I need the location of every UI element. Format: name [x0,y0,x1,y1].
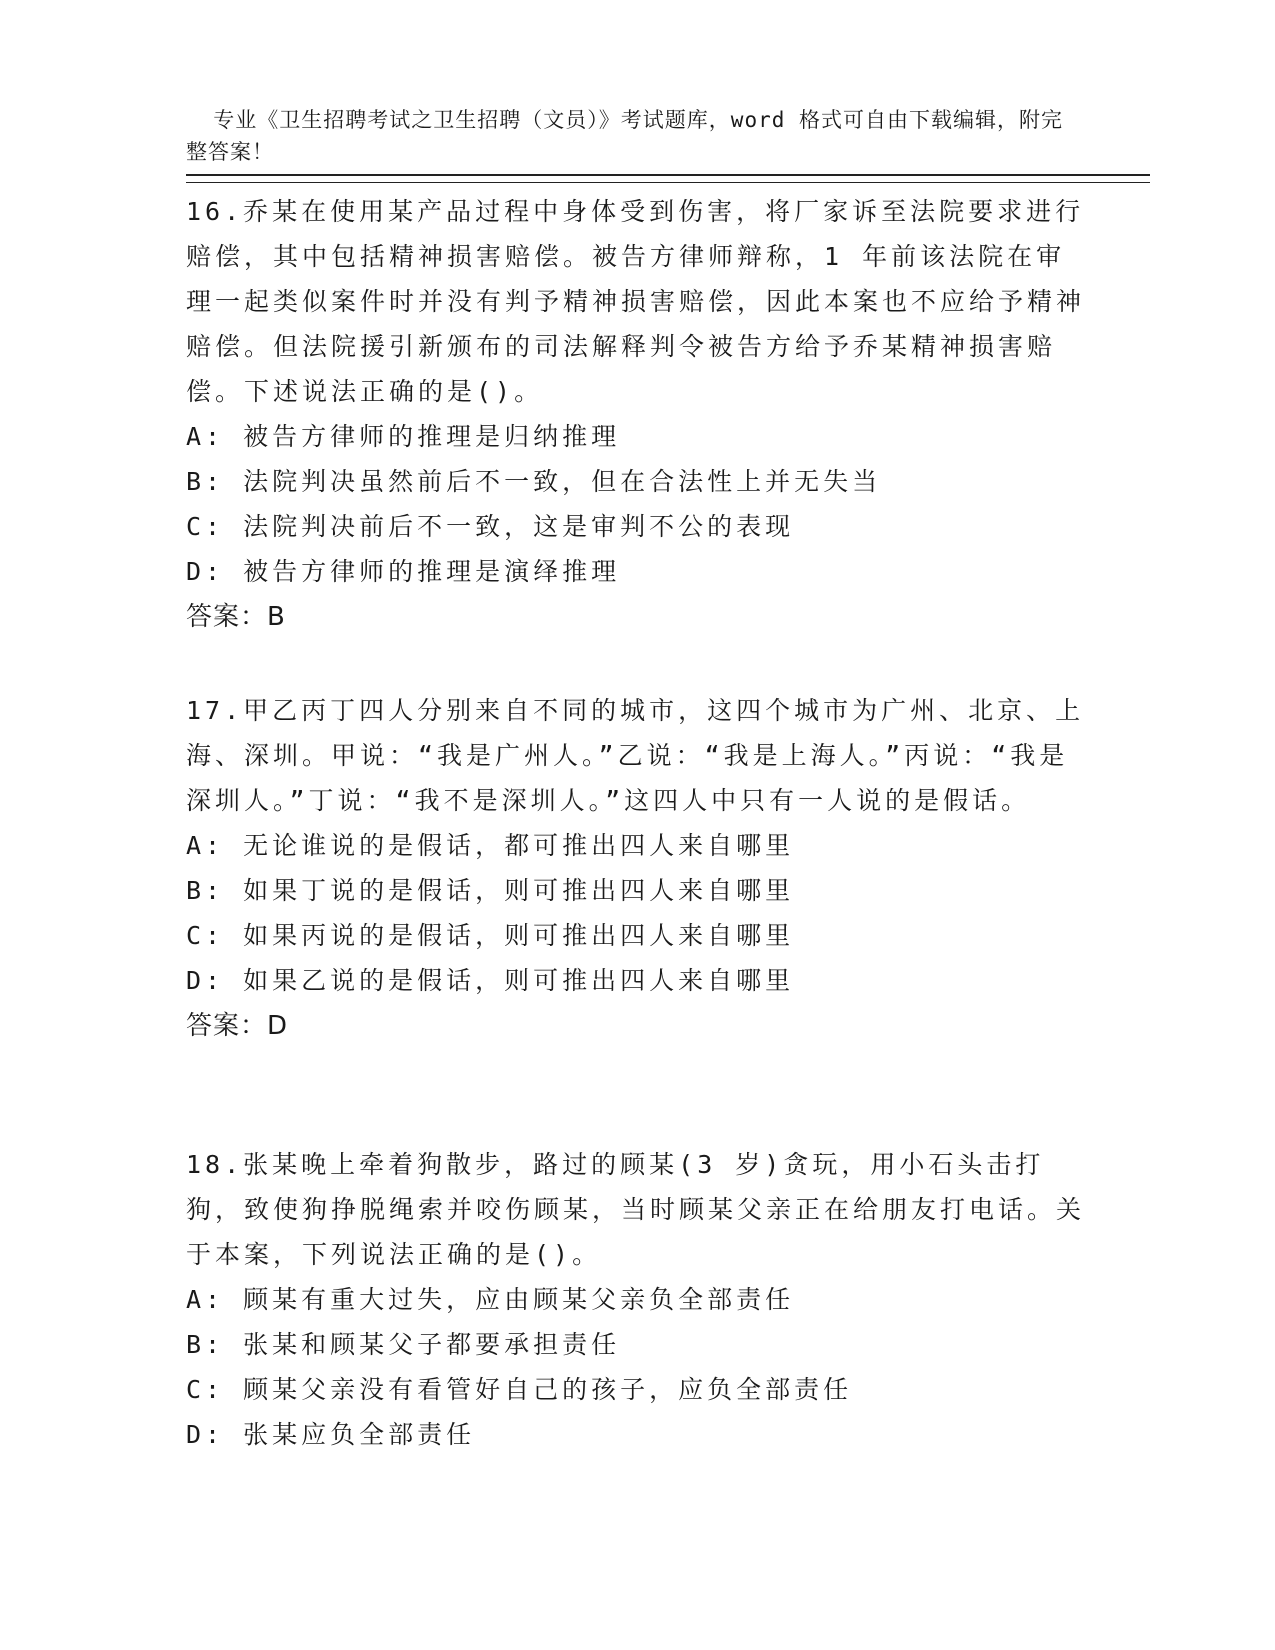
option-d: D: 被告方律师的推理是演绎推理 [186,557,621,586]
header-divider [186,174,1150,183]
option-b: B: 法院判决虽然前后不一致，但在合法性上并无失当 [186,467,882,496]
question-stem: 16.乔某在使用某产品过程中身体受到伤害，将厂家诉至法院要求进行赔偿，其中包括精神损害赔偿。被告方律师辩称，1 年前该法院在审理一起类似案件时并没有判予精神损害赔偿，因此本案也不应给予精神赔偿。但法院援引新颁布的司法解释判令被告方给予乔某精神损害赔偿。下述说法正确的是()。 [186,197,1086,406]
question-17 [186,688,1086,1049]
option-a: A: 无论谁说的是假话，都可推出四人来自哪里 [186,831,795,860]
question-stem: 18.张某晚上牵着狗散步，路过的顾某(3 岁)贪玩，用小石头击打狗，致使狗挣脱绳索并咬伤顾某，当时顾某父亲正在给朋友打电话。关于本案，下列说法正确的是()。 [186,1150,1086,1269]
question-16 [186,189,1086,640]
option-a: A: 被告方律师的推理是归纳推理 [186,422,621,451]
answer-label: 答案：D [186,1011,289,1041]
question-18 [186,1142,1086,1457]
option-d: D: 如果乙说的是假话，则可推出四人来自哪里 [186,966,795,995]
option-a: A: 顾某有重大过失，应由顾某父亲负全部责任 [186,1285,795,1314]
option-b: B: 如果丁说的是假话，则可推出四人来自哪里 [186,876,795,905]
question-stem: 17.甲乙丙丁四人分别来自不同的城市，这四个城市为广州、北京、上海、深圳。甲说：“我是广州人。”乙说：“我是上海人。”丙说：“我是深圳人。”丁说：“我不是深圳人。”这四人中只有一人说的是假话。 [186,696,1085,815]
option-d: D: 张某应负全部责任 [186,1420,476,1449]
option-c: C: 法院判决前后不一致，这是审判不公的表现 [186,512,795,541]
option-b: B: 张某和顾某父子都要承担责任 [186,1330,621,1359]
header-title: 专业《卫生招聘考试之卫生招聘（文员）》考试题库，word 格式可自由下载编辑，附完整答案！ [186,108,1064,164]
option-c: C: 顾某父亲没有看管好自己的孩子，应负全部责任 [186,1375,853,1404]
option-c: C: 如果丙说的是假话，则可推出四人来自哪里 [186,921,795,950]
page-header [186,72,1066,168]
answer-label: 答案：B [186,602,286,632]
